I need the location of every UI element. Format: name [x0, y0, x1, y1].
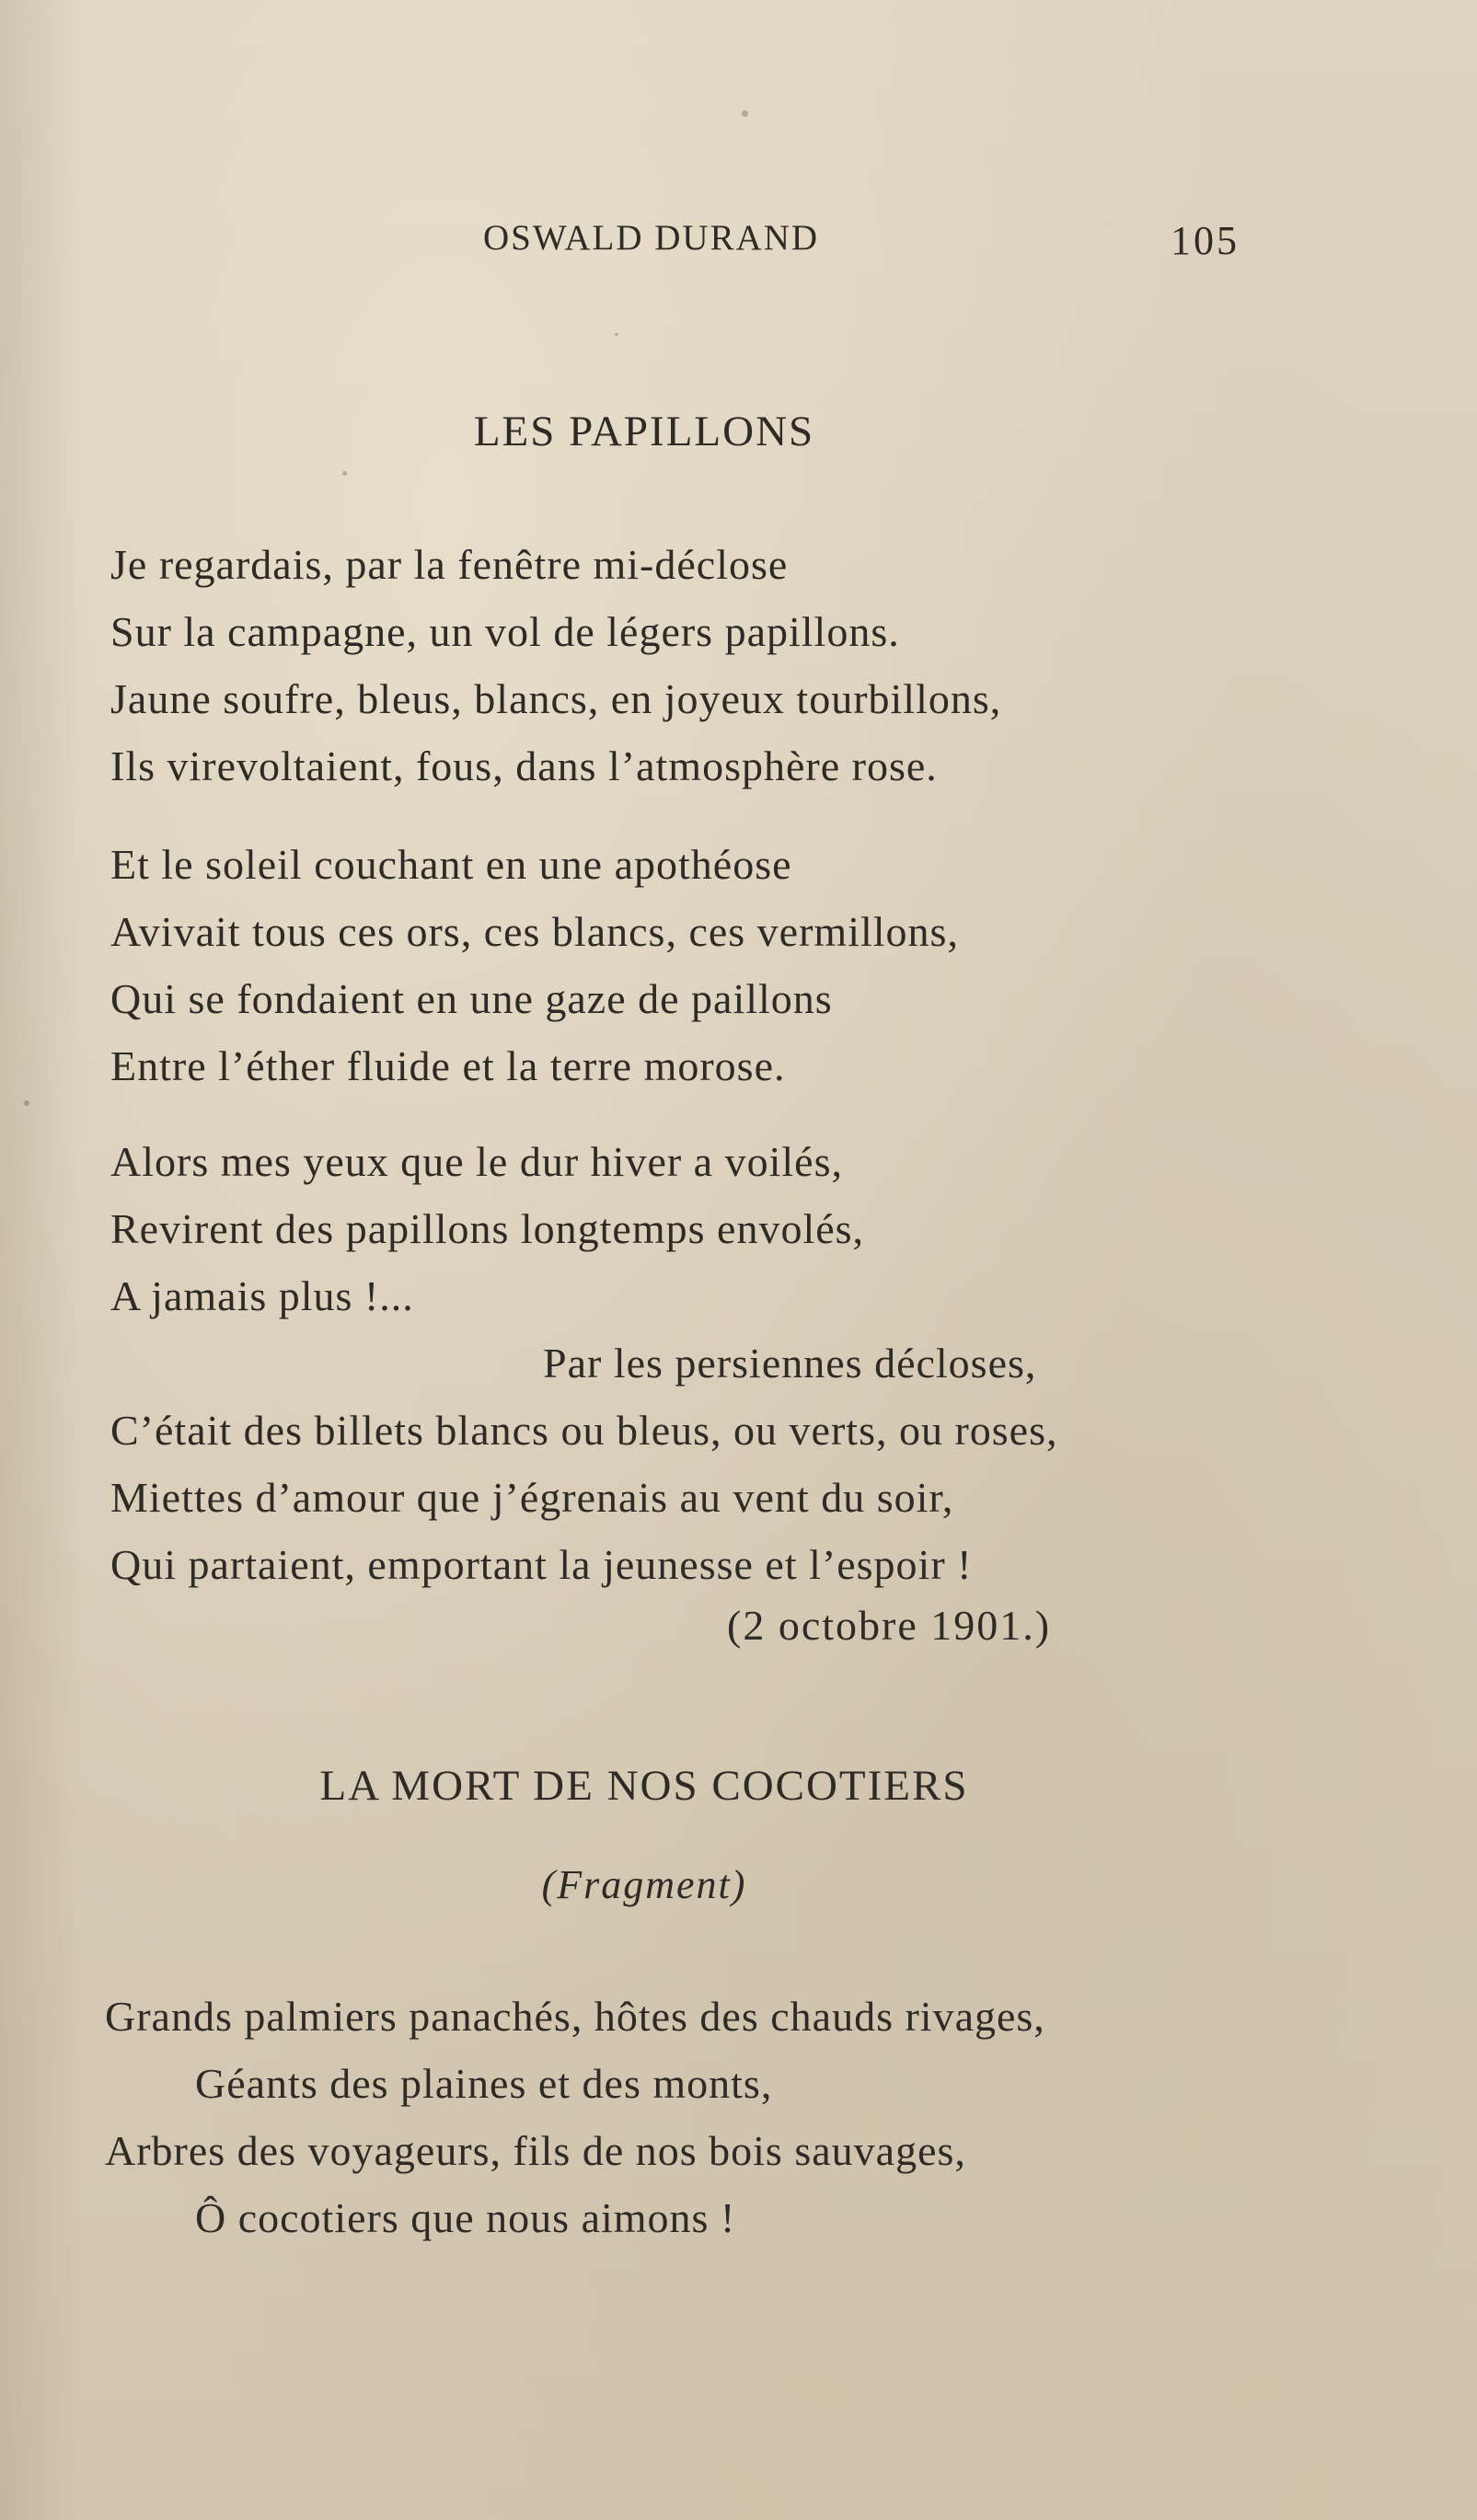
page-edge-shadow	[0, 0, 83, 2520]
verse-line: Je regardais, par la fenêtre mi-déclose	[110, 541, 789, 588]
verse-line: Qui partaient, emportant la jeunesse et l’espoir !	[110, 1541, 973, 1588]
verse-line: Revirent des papillons longtemps envolés,	[110, 1205, 865, 1252]
poem-title: LES PAPILLONS	[473, 408, 815, 455]
paper-speck	[342, 471, 347, 476]
stanza	[105, 1983, 1255, 2251]
verse-line: Qui se fondaient en une gaze de paillons	[110, 975, 833, 1022]
verse-line: Ils virevoltaient, fous, dans l’atmosphère rose.	[110, 742, 938, 789]
verse-line-indented: Géants des plaines et des monts,	[195, 2060, 773, 2107]
poem-subtitle: (Fragment)	[541, 1862, 747, 1907]
verse-line: Grands palmiers panachés, hôtes des chauds rivages,	[105, 1993, 1045, 2040]
verse-line: Avivait tous ces ors, ces blancs, ces vermillons,	[110, 908, 959, 955]
stanza	[110, 831, 1261, 1099]
stanza	[110, 531, 1261, 800]
verse-line: Entre l’éther fluide et la terre morose.	[110, 1042, 786, 1089]
paper-speck	[742, 110, 748, 117]
stanza	[110, 1128, 1261, 1598]
verse-line: Jaune soufre, bleus, blancs, en joyeux tourbillons,	[110, 675, 1002, 722]
verse-line: Miettes d’amour que j’égrenais au vent du soir,	[110, 1474, 954, 1521]
page-number: 105	[1171, 218, 1240, 263]
verse-line: A jamais plus !...	[110, 1272, 414, 1319]
verse-line: Et le soleil couchant en une apothéose	[110, 841, 792, 888]
verse-line: Alors mes yeux que le dur hiver a voilés,	[110, 1138, 843, 1185]
poem-title: LA MORT DE NOS COCOTIERS	[319, 1762, 969, 1810]
paper-speck	[24, 1100, 29, 1106]
verse-line-continuation: Par les persiennes décloses,	[543, 1340, 1037, 1387]
verse-line: C’était des billets blancs ou bleus, ou verts, ou roses,	[110, 1407, 1058, 1454]
page-header	[0, 217, 1477, 272]
verse-line: Sur la campagne, un vol de légers papillons.	[110, 608, 900, 655]
poem-date: (2 octobre 1901.)	[727, 1602, 1052, 1649]
verse-line: Arbres des voyageurs, fils de nos bois sauvages,	[105, 2127, 966, 2174]
verse-line-indented: Ô cocotiers que nous aimons !	[195, 2194, 736, 2241]
paper-speck	[615, 333, 618, 336]
running-head: OSWALD DURAND	[483, 218, 820, 258]
